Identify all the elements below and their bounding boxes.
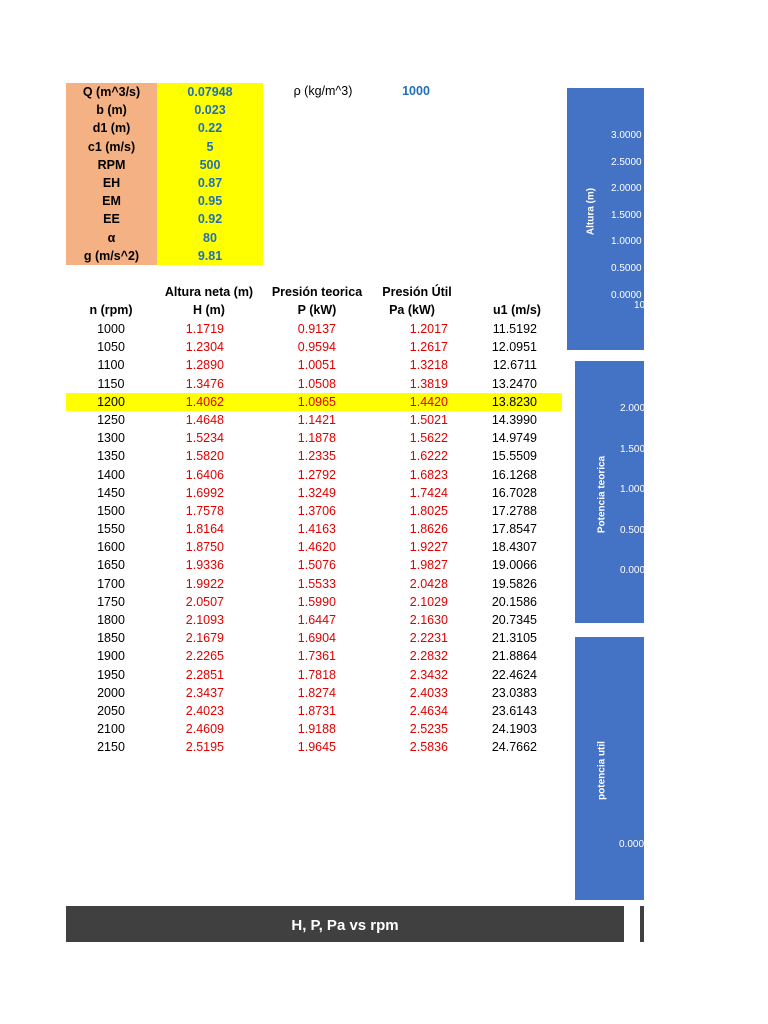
rho-label: ρ (kg/m^3): [293, 84, 353, 98]
cell-pa[interactable]: 1.8025: [409, 503, 448, 518]
cell-u1[interactable]: 23.0383: [491, 685, 537, 700]
cell-h[interactable]: 1.2890: [185, 358, 224, 373]
header-presion-teorica: Presión teorica: [271, 285, 363, 299]
cell-p[interactable]: 1.6447: [297, 613, 336, 627]
cell-n-rpm[interactable]: 1150: [97, 376, 125, 391]
cell-n-rpm[interactable]: 1400: [97, 467, 125, 482]
cell-u1[interactable]: 14.9749: [491, 431, 537, 446]
header-u1: u1 (m/s): [493, 303, 541, 317]
table-row: [66, 466, 562, 484]
cell-p[interactable]: 1.8274: [297, 685, 336, 700]
cell-pa[interactable]: 1.9827: [409, 558, 448, 573]
cell-n-rpm[interactable]: 1700: [97, 576, 125, 591]
cell-p[interactable]: 1.5990: [297, 594, 336, 609]
cell-h[interactable]: 2.2851: [185, 667, 224, 682]
table-row: [66, 484, 562, 502]
cell-n-rpm[interactable]: 1800: [97, 613, 125, 627]
cell-n-rpm[interactable]: 1350: [97, 449, 125, 464]
cell-u1[interactable]: 18.4307: [491, 540, 537, 555]
cell-h[interactable]: 2.2265: [185, 649, 224, 664]
cell-h[interactable]: 1.9922: [185, 576, 224, 591]
table-row: [66, 738, 562, 756]
cell-h[interactable]: 1.5820: [185, 449, 224, 464]
cell-p[interactable]: 1.2335: [297, 449, 336, 464]
param-label: RPM: [66, 156, 157, 174]
param-label: g (m/s^2): [66, 247, 157, 265]
table-row: [66, 575, 562, 593]
param-row: [66, 247, 263, 265]
cell-n-rpm[interactable]: 1950: [97, 667, 125, 682]
cell-u1[interactable]: 16.1268: [491, 467, 537, 482]
chart-potencia-ylabel: Potencia teorica: [596, 455, 608, 534]
table-row: [66, 429, 562, 447]
table-row: [66, 538, 562, 556]
param-row: [66, 229, 263, 247]
chart-tick-label: 1.0000: [611, 236, 642, 248]
table-row: [66, 411, 562, 429]
data-table: [66, 320, 562, 757]
param-value[interactable]: 80: [157, 229, 263, 247]
cell-pa[interactable]: 2.2231: [409, 631, 448, 646]
table-row: [66, 447, 562, 465]
cell-n-rpm[interactable]: 2150: [97, 740, 125, 755]
cell-pa[interactable]: 1.5622: [409, 431, 448, 446]
cell-h[interactable]: 2.4609: [185, 722, 224, 737]
chart-tick-label: 0.500: [620, 524, 646, 536]
param-value[interactable]: 0.07948: [157, 83, 263, 101]
cell-u1[interactable]: 20.7345: [491, 613, 537, 627]
cell-pa[interactable]: 1.9227: [409, 540, 448, 555]
cell-u1[interactable]: 22.4624: [491, 667, 537, 682]
cell-p[interactable]: 1.0508: [297, 376, 336, 391]
chart-potencia-teorica[interactable]: [575, 361, 651, 623]
cell-h[interactable]: 1.8750: [185, 540, 224, 555]
header-n-rpm: n (rpm): [89, 303, 133, 317]
cell-p[interactable]: 1.4163: [297, 522, 336, 537]
chart-tick-label: 2.0000: [611, 183, 642, 195]
param-label: α: [66, 229, 157, 247]
header-presion-util: Presión Útil: [382, 285, 452, 299]
cell-pa[interactable]: 1.7424: [409, 485, 448, 500]
cell-u1[interactable]: 12.0951: [491, 340, 537, 355]
cell-pa[interactable]: 2.4033: [409, 685, 448, 700]
cell-pa[interactable]: 2.3432: [409, 667, 448, 682]
header-h: H (m): [193, 303, 225, 317]
cell-pa[interactable]: 2.2832: [409, 649, 448, 664]
cell-p[interactable]: 1.2792: [297, 467, 336, 482]
cell-h[interactable]: 1.4648: [185, 412, 224, 427]
cell-h[interactable]: 1.2304: [185, 340, 224, 355]
cell-p[interactable]: 1.5076: [297, 558, 336, 573]
param-row: [66, 156, 263, 174]
table-row: [66, 556, 562, 574]
cell-pa[interactable]: 1.3819: [409, 376, 448, 391]
cell-h[interactable]: 2.0507: [185, 594, 224, 609]
cell-n-rpm[interactable]: 1600: [97, 540, 125, 555]
chart-tick-label: 1.5000: [611, 209, 642, 221]
chart-tick-label: 0.000: [620, 565, 646, 576]
param-label: d1 (m): [66, 119, 157, 137]
cell-n-rpm[interactable]: 1000: [97, 322, 125, 336]
param-label: EH: [66, 174, 157, 192]
chart-util-ylabel: potencia util: [596, 741, 608, 800]
cell-u1[interactable]: 11.5192: [492, 322, 537, 336]
cell-n-rpm[interactable]: 1250: [97, 412, 125, 427]
table-row: [66, 720, 562, 738]
param-value[interactable]: 0.95: [157, 192, 263, 210]
param-value[interactable]: 500: [157, 156, 263, 174]
chart-altura-x-tick: 10: [634, 300, 646, 311]
cell-h[interactable]: 2.1093: [185, 613, 224, 627]
param-row: [66, 210, 263, 228]
cell-n-rpm[interactable]: 1050: [97, 340, 125, 355]
rho-value[interactable]: 1000: [402, 84, 430, 98]
cell-h[interactable]: 2.4023: [185, 703, 224, 718]
cell-n-rpm[interactable]: 1850: [97, 631, 125, 646]
cell-h[interactable]: 1.8164: [185, 522, 224, 537]
cell-u1[interactable]: 21.8864: [491, 649, 537, 664]
cell-u1[interactable]: 14.3990: [491, 412, 537, 427]
cell-pa[interactable]: 2.0428: [409, 576, 448, 591]
cell-pa[interactable]: 1.6823: [409, 467, 448, 482]
cell-p[interactable]: 0.9137: [297, 322, 336, 336]
cell-pa[interactable]: 1.5021: [409, 412, 448, 427]
chart-tick-label: 0.000: [619, 839, 645, 850]
chart-tick-label: 0.5000: [611, 263, 642, 274]
parameters-block: [66, 83, 263, 265]
cell-h[interactable]: 1.6992: [185, 485, 224, 500]
cell-n-rpm[interactable]: 1300: [97, 431, 125, 446]
cell-u1[interactable]: 15.5509: [491, 449, 537, 464]
cell-pa[interactable]: 2.4634: [409, 703, 448, 718]
cell-p[interactable]: 1.9188: [297, 722, 336, 737]
param-label: Q (m^3/s): [66, 83, 157, 101]
header-pa: Pa (kW): [389, 303, 435, 317]
cell-p[interactable]: 0.9594: [297, 340, 336, 355]
chart-tick-label: 3.0000: [611, 130, 642, 141]
cell-p[interactable]: 1.7818: [297, 667, 336, 682]
cell-n-rpm[interactable]: 1650: [97, 558, 125, 573]
table-row: [66, 593, 562, 611]
table-row: [66, 338, 562, 356]
cell-u1[interactable]: 20.1586: [491, 594, 537, 609]
param-row: [66, 138, 263, 156]
chart-altura[interactable]: [567, 88, 644, 350]
cell-h[interactable]: 1.5234: [185, 431, 224, 446]
param-label: EE: [66, 210, 157, 228]
param-value[interactable]: 9.81: [157, 247, 263, 265]
chart-title: H, P, Pa vs rpm: [291, 917, 399, 934]
param-row: [66, 83, 263, 101]
chart-tick-label: 0.0000: [611, 289, 642, 301]
chart-title-bar-edge: [640, 906, 644, 942]
cell-u1[interactable]: 19.0066: [491, 558, 537, 573]
param-row: [66, 192, 263, 210]
table-row: [66, 502, 562, 520]
cell-u1[interactable]: 16.7028: [491, 485, 537, 500]
cell-p[interactable]: 1.1878: [297, 431, 336, 446]
param-row: [66, 119, 263, 137]
cell-n-rpm[interactable]: 2050: [97, 703, 125, 718]
table-row: [66, 375, 562, 393]
cell-u1[interactable]: 13.2470: [491, 376, 537, 391]
cell-pa[interactable]: 1.2017: [409, 322, 448, 336]
chart-tick-label: 1.500: [620, 443, 646, 455]
cell-p[interactable]: 1.6904: [297, 631, 336, 646]
param-label: EM: [66, 192, 157, 210]
param-label: b (m): [66, 101, 157, 119]
cell-h[interactable]: 2.1679: [185, 631, 224, 646]
cell-n-rpm[interactable]: 1750: [97, 594, 125, 609]
param-value[interactable]: 0.92: [157, 210, 263, 228]
cell-pa[interactable]: 1.8626: [409, 522, 448, 537]
table-row: [66, 356, 562, 374]
cell-h[interactable]: 1.3476: [185, 376, 224, 391]
cell-pa[interactable]: 2.5235: [409, 722, 448, 737]
cell-h[interactable]: 1.4062: [185, 394, 224, 409]
cell-u1[interactable]: 24.1903: [491, 722, 537, 737]
cell-pa[interactable]: 1.2617: [409, 340, 448, 355]
param-value[interactable]: 0.87: [157, 174, 263, 192]
cell-h[interactable]: 2.3437: [185, 685, 224, 700]
cell-u1[interactable]: 13.8230: [491, 394, 537, 409]
cell-p[interactable]: 1.0965: [297, 394, 336, 409]
chart-tick-label: 2.0000: [620, 403, 651, 414]
param-row: [66, 174, 263, 192]
cell-p[interactable]: 1.5533: [297, 576, 336, 591]
table-row: [66, 629, 562, 647]
param-value[interactable]: 0.023: [157, 101, 263, 119]
cell-n-rpm[interactable]: 1550: [97, 522, 125, 537]
table-row: [66, 666, 562, 684]
cell-n-rpm[interactable]: 1900: [97, 649, 125, 664]
table-row: [66, 393, 562, 411]
cell-p[interactable]: 1.8731: [297, 703, 336, 718]
header-altura-neta: Altura neta (m): [164, 285, 254, 299]
cell-p[interactable]: 1.0051: [297, 358, 336, 373]
cell-n-rpm[interactable]: 1500: [97, 503, 125, 518]
cell-u1[interactable]: 23.6143: [491, 703, 537, 718]
cell-n-rpm[interactable]: 1200: [97, 394, 125, 409]
cell-n-rpm[interactable]: 1100: [97, 358, 125, 373]
cell-u1[interactable]: 17.8547: [491, 522, 537, 537]
cell-u1[interactable]: 17.2788: [491, 503, 537, 518]
cell-u1[interactable]: 24.7662: [491, 740, 537, 755]
cell-n-rpm[interactable]: 2000: [97, 685, 125, 700]
cell-pa[interactable]: 1.6222: [409, 449, 448, 464]
table-row: [66, 611, 562, 629]
chart-tick-label: 1.000: [620, 484, 646, 495]
cell-n-rpm[interactable]: 2100: [97, 722, 125, 737]
cell-pa[interactable]: 1.4420: [409, 394, 448, 409]
header-p: P (kW): [297, 303, 337, 317]
cell-p[interactable]: 1.9645: [297, 740, 336, 755]
cell-h[interactable]: 1.9336: [185, 558, 224, 573]
cell-p[interactable]: 1.4620: [297, 540, 336, 555]
table-row: [66, 320, 562, 338]
param-row: [66, 101, 263, 119]
cell-p[interactable]: 1.1421: [297, 412, 336, 427]
cell-u1[interactable]: 19.5826: [491, 576, 537, 591]
chart-tick-label: 2.5000: [611, 156, 642, 168]
table-row: [66, 520, 562, 538]
table-row: [66, 647, 562, 665]
chart-altura-ylabel: Altura (m): [585, 187, 597, 236]
table-row: [66, 684, 562, 702]
cell-pa[interactable]: 2.5836: [409, 740, 448, 755]
param-value[interactable]: 0.22: [157, 119, 263, 137]
cell-pa[interactable]: 2.1630: [409, 613, 448, 627]
cell-pa[interactable]: 1.3218: [409, 358, 448, 373]
cell-h[interactable]: 2.5195: [185, 740, 224, 755]
cell-h[interactable]: 1.1719: [185, 322, 224, 336]
cell-p[interactable]: 1.3249: [297, 485, 336, 500]
cell-h[interactable]: 1.7578: [185, 503, 224, 518]
param-value[interactable]: 5: [157, 138, 263, 156]
table-row: [66, 702, 562, 720]
cell-n-rpm[interactable]: 1450: [97, 485, 125, 500]
cell-pa[interactable]: 2.1029: [409, 594, 448, 609]
cell-p[interactable]: 1.3706: [297, 503, 336, 518]
cell-h[interactable]: 1.6406: [185, 467, 224, 482]
param-label: c1 (m/s): [66, 138, 157, 156]
chart-title-bar[interactable]: [66, 906, 624, 942]
cell-u1[interactable]: 21.3105: [491, 631, 537, 646]
cell-u1[interactable]: 12.6711: [492, 358, 537, 373]
cell-p[interactable]: 1.7361: [297, 649, 336, 664]
chart-potencia-util[interactable]: [575, 637, 644, 900]
